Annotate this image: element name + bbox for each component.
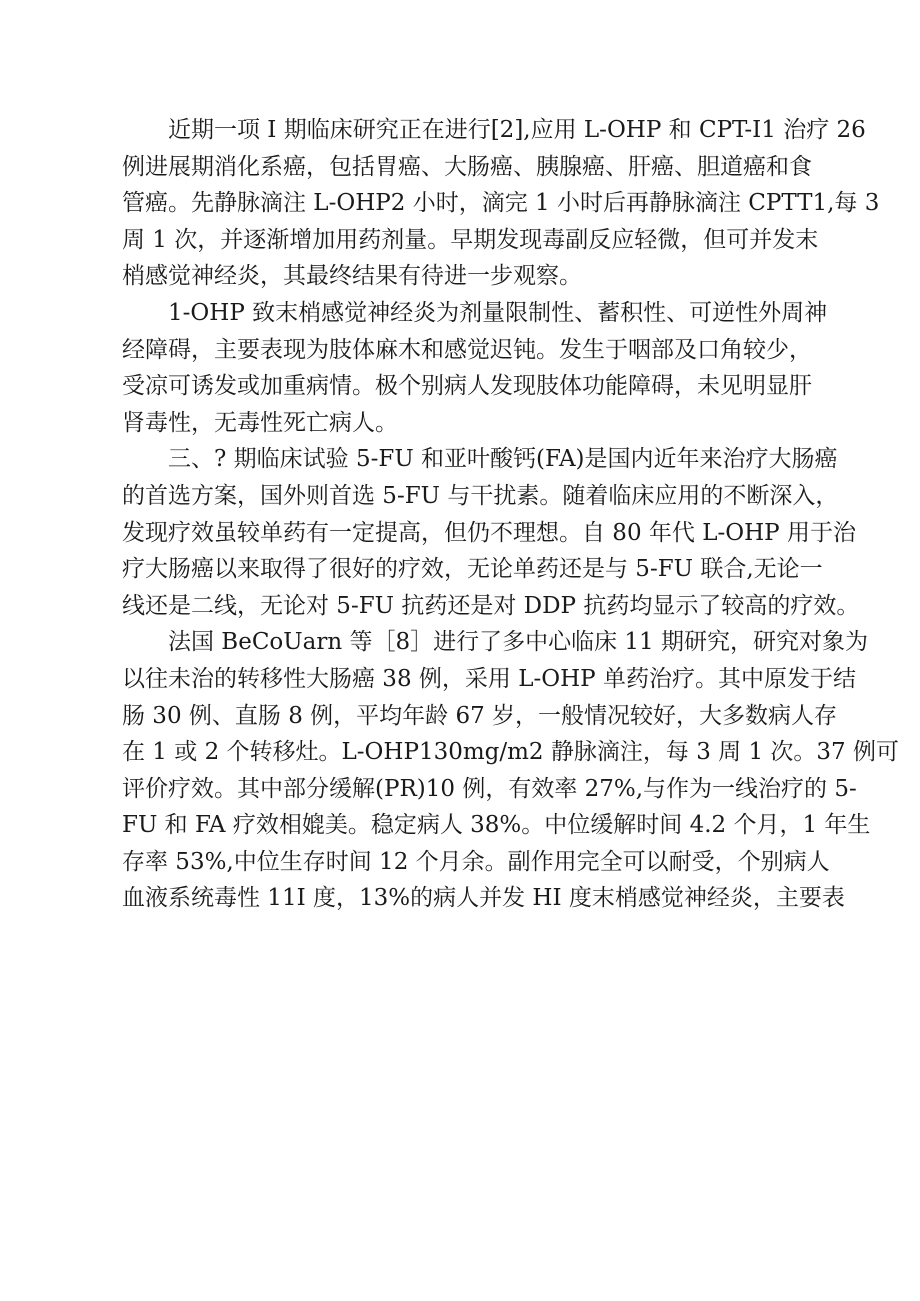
- text-line: 三、? 期临床试验 5-FU 和亚叶酸钙(FA)是国内近年来治疗大肠癌: [168, 446, 838, 473]
- text-line: 存率 53%,中位生存时间 12 个月余。副作用完全可以耐受，个别病人: [122, 848, 830, 875]
- paragraph: [122, 295, 828, 441]
- text-line: 经障碍，主要表现为肢体麻木和感觉迟钝。发生于咽部及口角较少，: [122, 336, 812, 363]
- text-line: 在 1 或 2 个转移灶。L-OHP130mg/m2 静脉滴注，每 3 周 1 次。37 例可: [122, 739, 899, 766]
- text-line: 线还是二线，无论对 5-FU 抗药还是对 DDP 抗药均显示了较高的疗效。: [122, 592, 860, 619]
- text-line: 以往未治的转移性大肠癌 38 例，采用 L-OHP 单药治疗。其中原发于结: [122, 665, 856, 692]
- text-line: 疗大肠癌以来取得了很好的疗效，无论单药还是与 5-FU 联合,无论一: [122, 556, 823, 583]
- paragraph: [122, 624, 899, 917]
- paragraph: [122, 441, 860, 624]
- text-line: 管癌。先静脉滴注 L-OHP2 小时，滴完 1 小时后再静脉滴注 CPTT1,每 3: [122, 190, 880, 217]
- text-line: 肾毒性，无毒性死亡病人。: [122, 409, 398, 436]
- paragraph: [122, 112, 880, 295]
- text-line: 肠 30 例、直肠 8 例，平均年龄 67 岁，一般情况较好，大多数病人存: [122, 702, 838, 729]
- text-line: 发现疗效虽较单药有一定提高，但仍不理想。自 80 年代 L-OHP 用于治: [122, 519, 856, 546]
- text-line: 梢感觉神经炎，其最终结果有待进一步观察。: [122, 263, 582, 290]
- text-line: 评价疗效。其中部分缓解(PR)10 例，有效率 27%,与作为一线治疗的 5-: [122, 775, 857, 802]
- text-line: 例进展期消化系癌，包括胃癌、大肠癌、胰腺癌、肝癌、胆道癌和食: [122, 153, 812, 180]
- text-line: FU 和 FA 疗效相媲美。稳定病人 38%。中位缓解时间 4.2 个月，1 年生: [122, 812, 871, 839]
- text-line: 周 1 次，并逐渐增加用药剂量。早期发现毒副反应轻微，但可并发末: [122, 226, 819, 253]
- text-line: 受凉可诱发或加重病情。极个别病人发现肢体功能障碍，未见明显肝: [122, 373, 812, 400]
- text-line: 的首选方案，国外则首选 5-FU 与干扰素。随着临床应用的不断深入，: [122, 482, 839, 509]
- document-body: [122, 112, 899, 917]
- text-line: 1-OHP 致末梢感觉神经炎为剂量限制性、蓄积性、可逆性外周神: [168, 299, 828, 326]
- text-line: 法国 BeCoUarn 等［8］进行了多中心临床 11 期研究，研究对象为: [168, 629, 869, 656]
- text-line: 血液系统毒性 11I 度，13%的病人并发 HI 度末梢感觉神经炎，主要表: [122, 885, 845, 912]
- text-line: 近期一项 I 期临床研究正在进行[2],应用 L-OHP 和 CPT-I1 治疗 26: [168, 117, 866, 143]
